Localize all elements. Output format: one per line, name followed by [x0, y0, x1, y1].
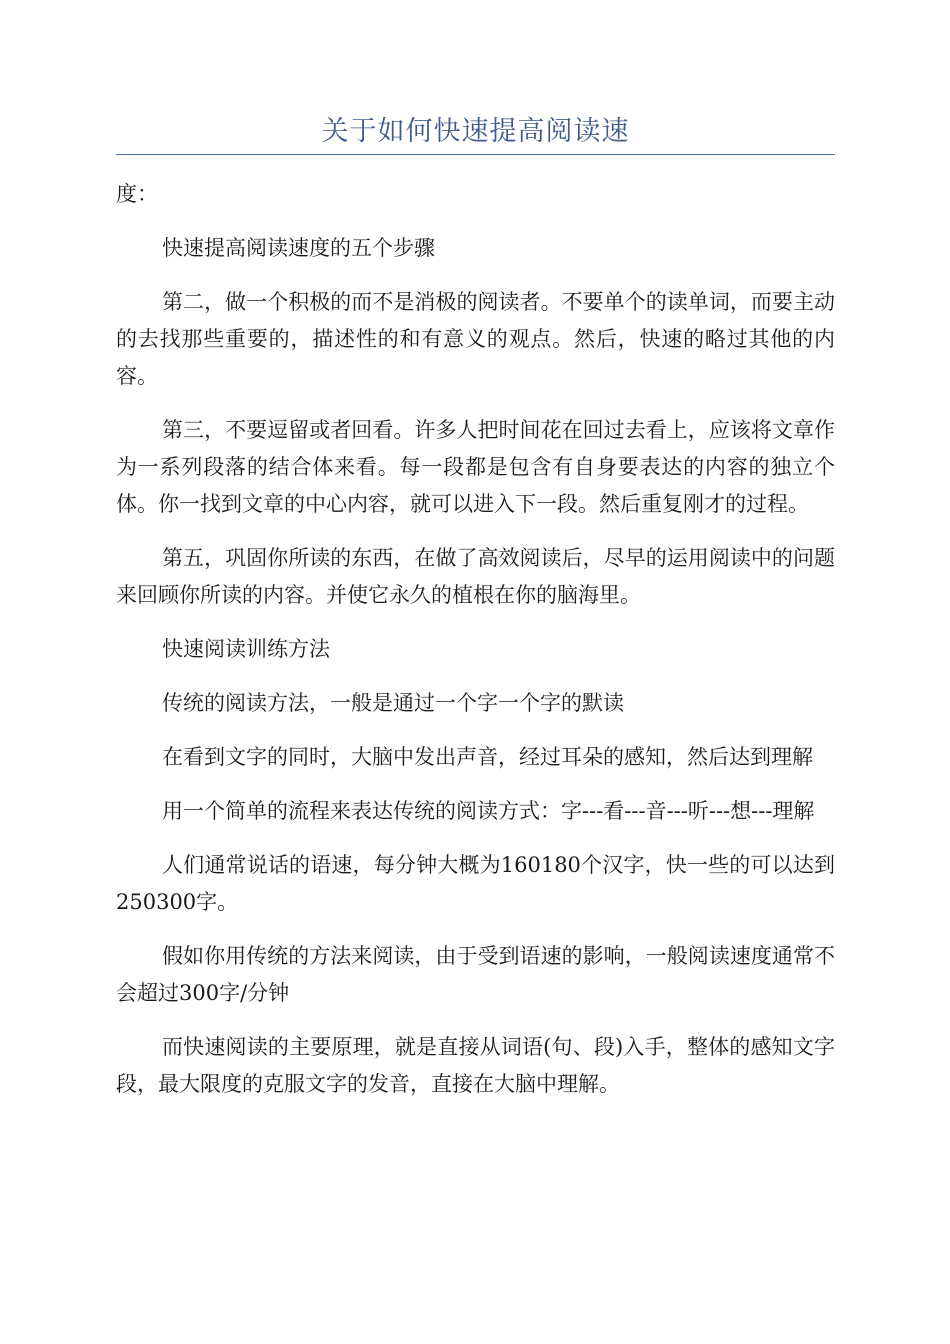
- document-page: [116, 0, 835, 1344]
- paragraph: 假如你用传统的方法来阅读，由于受到语速的影响，一般阅读速度通常不会超过300字/分钟: [116, 944, 835, 1005]
- paragraph: 人们通常说话的语速，每分钟大概为160180个汉字，快一些的可以达到250300字。: [116, 853, 835, 914]
- paragraph: 第五，巩固你所读的东西，在做了高效阅读后，尽早的运用阅读中的问题来回顾你所读的内容。并使它永久的植根在你的脑海里。: [116, 546, 835, 607]
- paragraph: 在看到文字的同时，大脑中发出声音，经过耳朵的感知，然后达到理解: [162, 745, 813, 769]
- paragraph: 第三，不要逗留或者回看。许多人把时间花在回过去看上，应该将文章作为一系列段落的结合体来看。每一段都是包含有自身要表达的内容的独立个体。你一找到文章的中心内容，就可以进入下一段。然后重复刚才的过程。: [116, 418, 835, 516]
- title-underline: [116, 154, 835, 155]
- paragraph: 传统的阅读方法，一般是通过一个字一个字的默读: [162, 691, 624, 715]
- paragraph: 快速提高阅读速度的五个步骤: [162, 236, 435, 260]
- paragraph: 而快速阅读的主要原理，就是直接从词语(句、段)入手，整体的感知文字段，最大限度的克服文字的发音，直接在大脑中理解。: [116, 1035, 835, 1096]
- document-title: 关于如何快速提高阅读速: [321, 116, 630, 147]
- paragraph: 用一个简单的流程来表达传统的阅读方式：字---看---音---听---想---理解: [162, 799, 815, 823]
- paragraph: 度：: [116, 182, 158, 206]
- document-body: [116, 176, 835, 1120]
- paragraph: 第二，做一个积极的而不是消极的阅读者。不要单个的读单词，而要主动的去找那些重要的，描述性的和有意义的观点。然后，快速的略过其他的内容。: [116, 290, 835, 388]
- paragraph: 快速阅读训练方法: [162, 637, 330, 661]
